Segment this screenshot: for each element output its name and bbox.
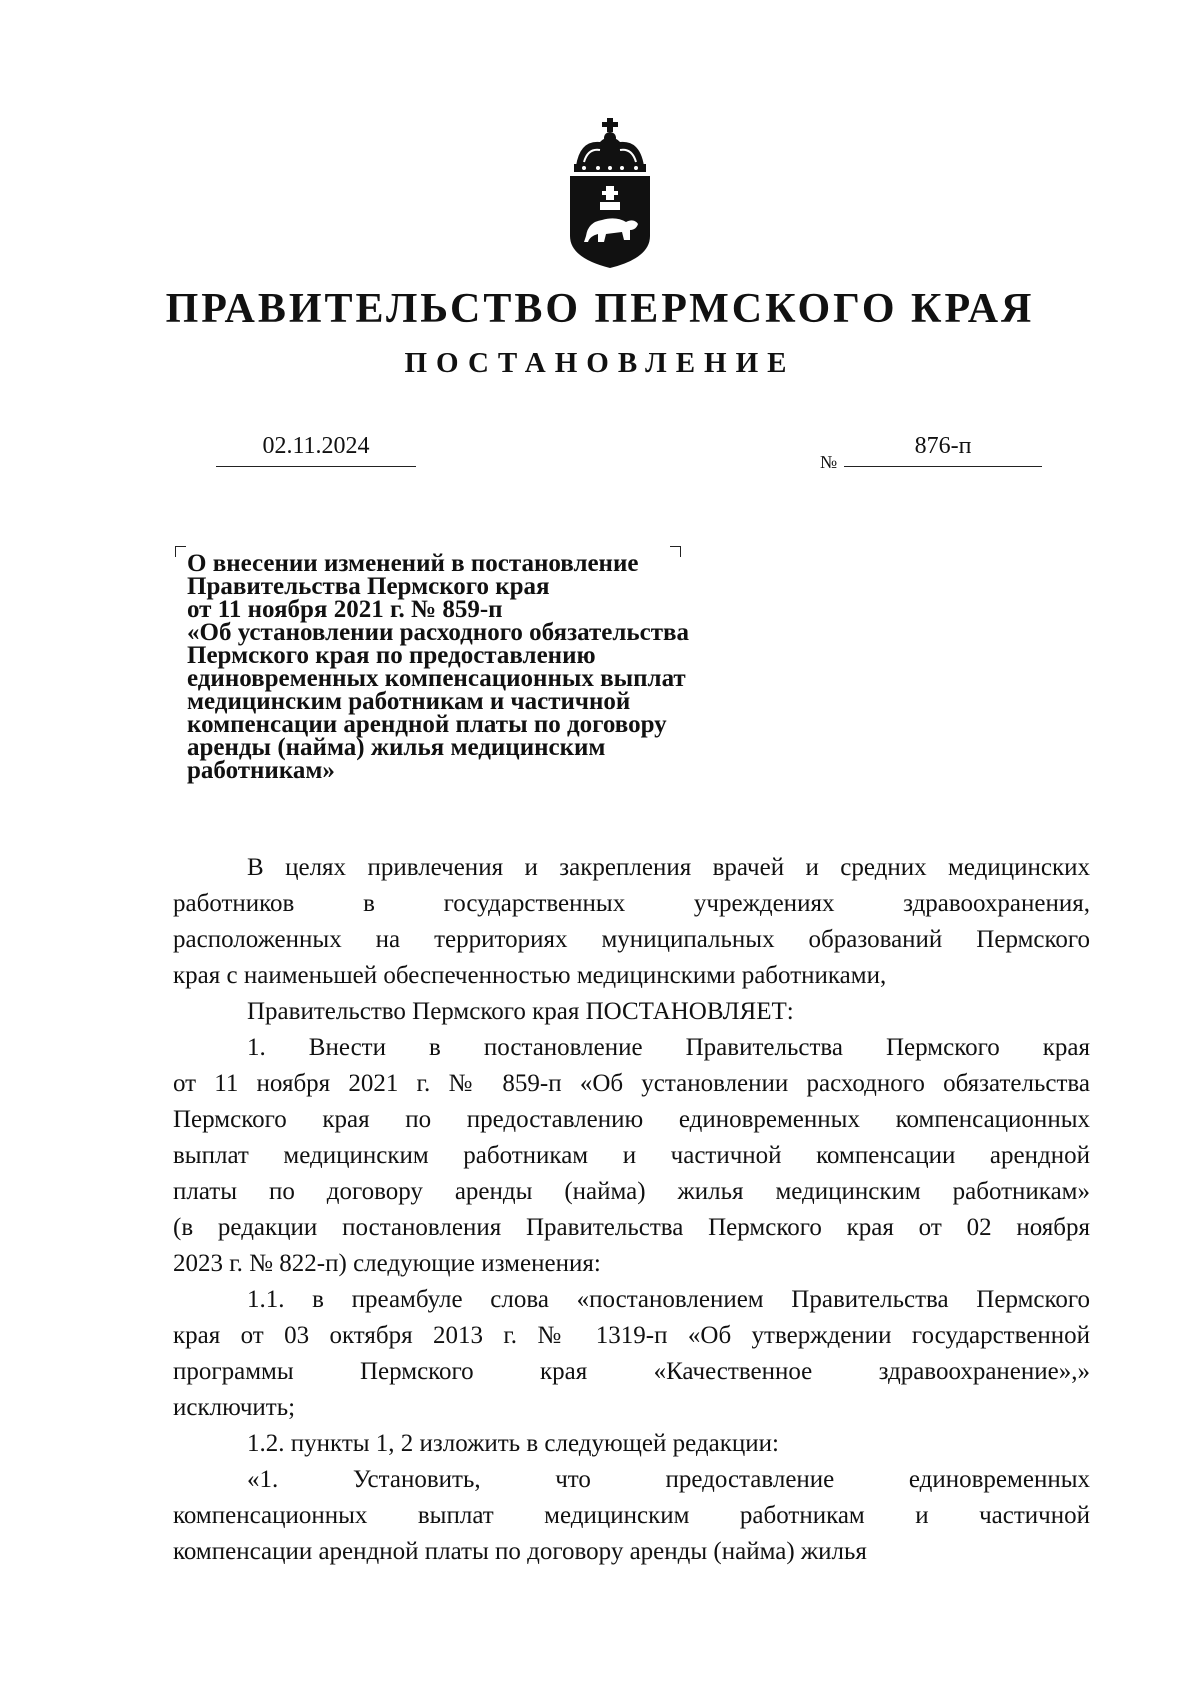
body-line: 1. Внести в постановление Правительства Пермского края — [247, 1034, 1090, 1061]
body-line: 1.2. пункты 1, 2 изложить в следующей редакции: — [247, 1430, 779, 1457]
body-paragraph — [173, 1462, 1090, 1570]
subject-line: компенсации арендной платы по договору — [187, 711, 667, 738]
perm-krai-coat-of-arms-icon — [566, 118, 654, 270]
document-date: 02.11.2024 — [216, 433, 416, 467]
subject-line: О внесении изменений в постановление — [187, 550, 639, 577]
subject-line: «Об установлении расходного обязательства — [187, 619, 689, 646]
document-type-title: ПОСТАНОВЛЕНИЕ — [404, 347, 796, 379]
subject-line: работникам» — [187, 757, 335, 784]
body-line: Правительство Пермского края ПОСТАНОВЛЯЕТ: — [247, 998, 794, 1025]
body-paragraph — [173, 1030, 1090, 1282]
body-paragraph — [173, 1426, 1090, 1462]
subject-bracket-left — [175, 546, 186, 557]
body-paragraph — [173, 1282, 1090, 1426]
body-line: компенсации арендной платы по договору аренды (найма) жилья — [173, 1538, 867, 1565]
subject-line: Правительства Пермского края — [187, 573, 550, 600]
subject-line: единовременных компенсационных выплат — [187, 665, 686, 692]
body-line: от 11 ноября 2021 г. № 859-п «Об установлении расходного обязательства — [173, 1070, 1090, 1097]
body-line: 2023 г. № 822-п) следующие изменения: — [173, 1250, 601, 1277]
body-line: программы Пермского края «Качественное здравоохранение»,» — [173, 1358, 1090, 1385]
document-number: 876-п — [844, 433, 1042, 467]
body-line: Пермского края по предоставлению единовременных компенсационных — [173, 1106, 1090, 1133]
organization-title: ПРАВИТЕЛЬСТВО ПЕРМСКОГО КРАЯ — [165, 286, 1035, 332]
body-line: платы по договору аренды (найма) жилья медицинским работникам» — [173, 1178, 1090, 1205]
body-line: компенсационных выплат медицинским работникам и частичной — [173, 1502, 1090, 1529]
subject-line: от 11 ноября 2021 г. № 859-п — [187, 596, 503, 623]
document-body — [173, 850, 1090, 1570]
body-line: выплат медицинским работникам и частичной компенсации арендной — [173, 1142, 1090, 1169]
subject-line: медицинским работникам и частичной — [187, 688, 631, 715]
body-line: исключить; — [173, 1394, 296, 1421]
body-paragraph — [173, 994, 1090, 1030]
body-line: 1.1. в преамбуле слова «постановлением Правительства Пермского — [247, 1286, 1090, 1313]
body-line: (в редакции постановления Правительства Пермского края от 02 ноября — [173, 1214, 1090, 1241]
body-line: «1. Установить, что предоставление единовременных — [247, 1466, 1090, 1493]
number-sign: № — [820, 452, 838, 472]
body-line: В целях привлечения и закрепления врачей и средних медицинских — [247, 854, 1090, 881]
body-line: края с наименьшей обеспеченностью медицинскими работниками, — [173, 962, 887, 989]
body-line: края от 03 октября 2013 г. № 1319-п «Об утверждении государственной — [173, 1322, 1090, 1349]
document-subject — [187, 552, 787, 782]
body-paragraph — [173, 850, 1090, 994]
subject-line: аренды (найма) жилья медицинским — [187, 734, 606, 761]
subject-line: Пермского края по предоставлению — [187, 642, 596, 669]
body-line: работников в государственных учреждениях здравоохранения, — [173, 890, 1090, 917]
body-line: расположенных на территориях муниципальных образований Пермского — [173, 926, 1090, 953]
